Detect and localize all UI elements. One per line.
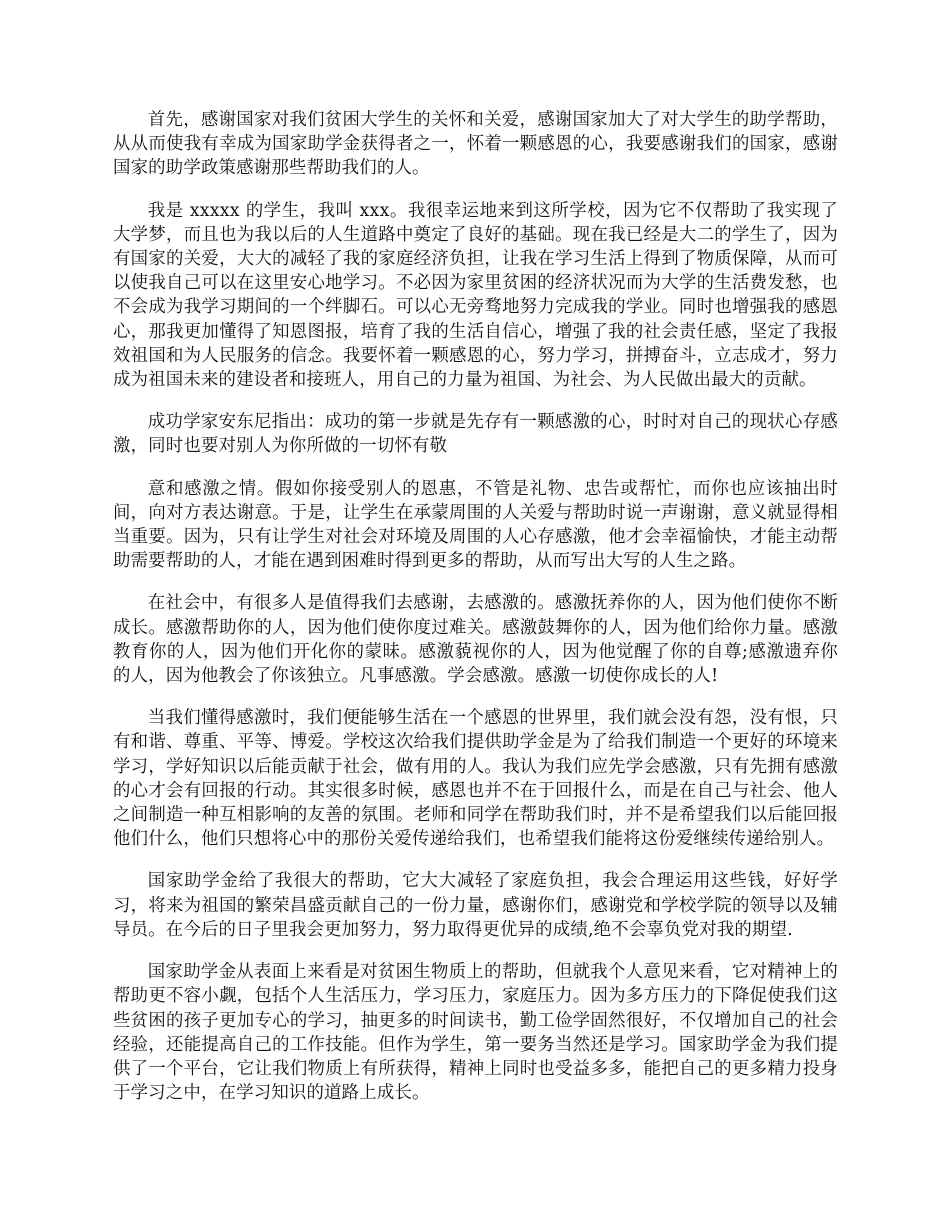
paragraph-self-intro: 我是 xxxxx 的学生，我叫 xxx。我很幸运地来到这所学校，因为它不仅帮助了我实现了大学梦，而且也为我以后的人生道路中奠定了良好的基础。现在我已经是大二的学生了，因为有国家的关爱，大大的减轻了我的家庭经济负担，让我在学习生活上得到了物质保障，从而可以使我自己可以在这里安心地学习。不必因为家里贫困的经济状况而为大学的生活费发愁，也不会成为我学习期间的一个绊脚石。可以心无旁骛地努力完成我的学业。同时也增强我的感恩心，那我更加懂得了知恩图报，培育了我的生活自信心，增强了我的社会责任感，坚定了我报效祖国和为人民服务的信念。我要怀着一颗感恩的心，努力学习，拼搏奋斗，立志成才，努力成为祖国未来的建设者和接班人，用自己的力量为祖国、为社会、为人民做出最大的贡献。	[113, 200, 838, 391]
paragraph-gratitude-expression: 意和感激之情。假如你接受别人的恩惠，不管是礼物、忠告或帮忙，而你也应该抽出时间，向对方表达谢意。于是，让学生在承蒙周围的人关爱与帮助时说一声谢谢，意义就显得相当重要。因为，只有让学生对社会对环境及周围的人心存感激，他才会幸福愉快，才能主动帮助需要帮助的人，才能在遇到困难时得到更多的帮助，从而写出大写的人生之路。	[113, 478, 838, 572]
paragraph-grateful-world: 当我们懂得感激时，我们便能够生活在一个感恩的世界里，我们就会没有怨，没有恨，只有和谐、尊重、平等、博爱。学校这次给我们提供助学金是为了给我们制造一个更好的环境来学习，学好知识以后能贡献于社会，做有用的人。我认为我们应先学会感激，只有先拥有感激的心才会有回报的行动。其实很多时候，感恩也并不在于回报什么，而是在自己与社会、他人之间制造一种互相影响的友善的氛围。老师和同学在帮助我们时，并不是希望我们以后能回报他们什么，他们只想将心中的那份关爱传递给我们，也希望我们能将这份爱继续传递给别人。	[113, 708, 838, 850]
paragraph-grant-help: 国家助学金给了我很大的帮助，它大大减轻了家庭负担，我会合理运用这些钱，好好学习，将来为祖国的繁荣昌盛贡献自己的一份力量，感谢你们，感谢党和学校学院的领导以及辅导员。在今后的日子里我会更加努力，努力取得更优异的成绩,绝不会辜负党对我的期望.	[113, 871, 838, 940]
paragraph-grant-spiritual: 国家助学金从表面上来看是对贫困生物质上的帮助，但就我个人意见来看，它对精神上的帮助更不容小觑，包括个人生活压力，学习压力，家庭压力。因为多方压力的下降促使我们这些贫困的孩子更加专心的学习，抽更多的时间读书，勤工俭学固然很好，不仅增加自己的社会经验，还能提高自己的工作技能。但作为学生，第一要务当然还是学习。国家助学金为我们提供了一个平台，它让我们物质上有所获得，精神上同时也受益多多，能把自己的更多精力投身于学习之中，在学习知识的道路上成长。	[113, 962, 838, 1104]
paragraph-thanks-country: 首先，感谢国家对我们贫困大学生的关怀和关爱，感谢国家加大了对大学生的助学帮助，从从而使我有幸成为国家助学金获得者之一，怀着一颗感恩的心，我要感谢我们的国家，感谢国家的助学政策感谢那些帮助我们的人。	[113, 110, 838, 179]
paragraph-anthony-quote: 成功学家安东尼指出：成功的第一步就是先存有一颗感激的心，时时对自己的现状心存感激，同时也要对别人为你所做的一切怀有敬	[113, 412, 838, 457]
paragraph-who-to-thank: 在社会中，有很多人是值得我们去感谢，去感激的。感激抚养你的人，因为他们使你不断成长。感激帮助你的人，因为他们使你度过难关。感激鼓舞你的人，因为他们给你力量。感激教育你的人，因为他们开化你的蒙昧。感激藐视你的人，因为他觉醒了你的自尊;感激遗弃你的人，因为他教会了你该独立。凡事感激。学会感激。感激一切使你成长的人!	[113, 593, 838, 687]
document-body	[113, 108, 838, 1123]
